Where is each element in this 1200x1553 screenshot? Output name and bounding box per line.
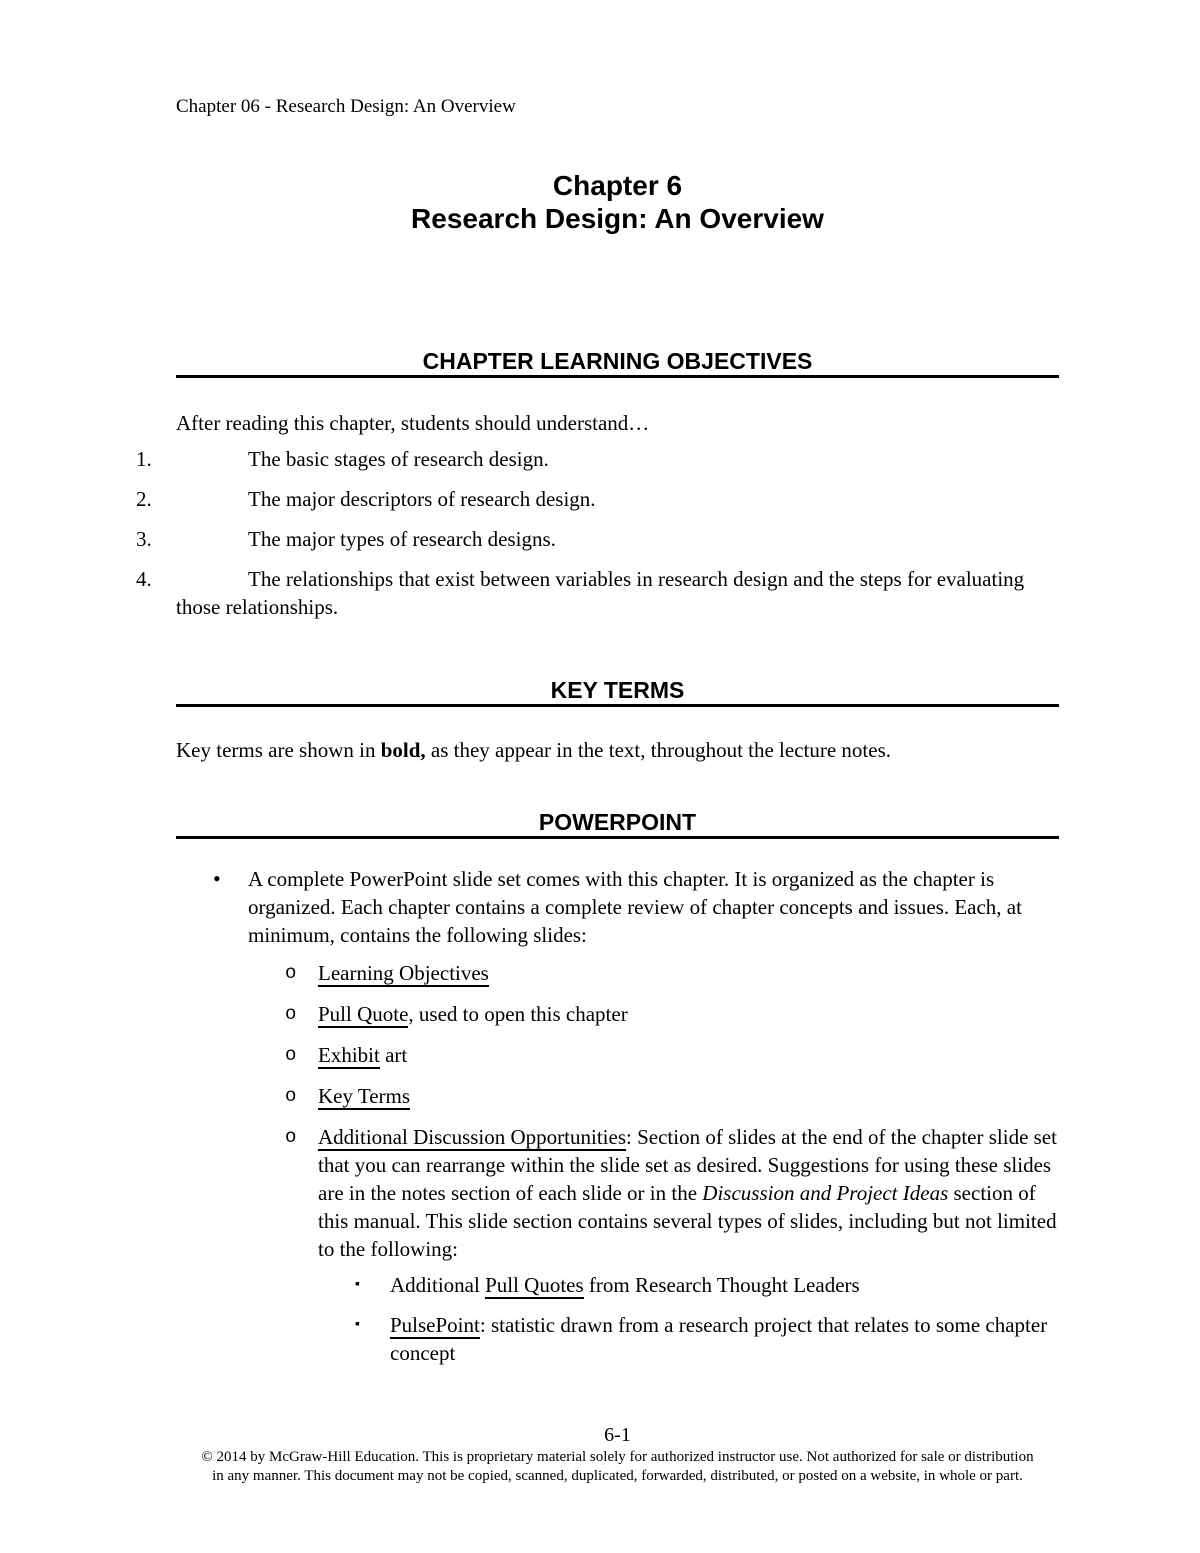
objective-item-4 — [136, 565, 1059, 621]
extra-slide-item-pull-quotes — [176, 1271, 1059, 1299]
extra-slide-item-pulsepoint — [176, 1311, 1059, 1367]
page-footer — [176, 1424, 1059, 1486]
bullet-icon: • — [213, 866, 221, 891]
powerpoint-main-bullet-text: A complete PowerPoint slide set comes with this chapter. It is organized as the chapter is organized. Each chapter contains a complete review of chapter concepts and issues. Each, at minimum, contains the following slides: — [248, 867, 1022, 947]
slide-item-underlined: Exhibit — [318, 1043, 380, 1067]
objective-number: 4. — [136, 567, 152, 591]
objective-number: 3. — [136, 527, 152, 551]
slide-item-text: section of this manual. This slide section contains several types of slides, including but not limited to the following: — [318, 1181, 1057, 1261]
section-heading-learning-objectives: CHAPTER LEARNING OBJECTIVES — [176, 348, 1059, 378]
chapter-title — [176, 169, 1059, 235]
powerpoint-main-bullet — [176, 865, 1059, 949]
copyright-notice — [176, 1448, 1059, 1486]
circle-bullet-icon: o — [285, 1085, 297, 1107]
section-heading-key-terms: KEY TERMS — [176, 677, 1059, 707]
slide-item-rest: , used to open this chapter — [408, 1002, 628, 1026]
section-heading-powerpoint: POWERPOINT — [176, 809, 1059, 839]
square-bullet-icon: ▪ — [355, 1317, 360, 1332]
objectives-list — [136, 445, 1059, 621]
extra-slide-underlined: Pull Quotes — [485, 1273, 584, 1297]
circle-bullet-icon: o — [285, 1044, 297, 1066]
page-number: 6-1 — [604, 1424, 631, 1446]
slide-item-text: : Section of slides at the end of the chapter slide set that you can rearrange within the slide set as desired. Suggestions for using these slides are in the notes section of each slide or in the — [318, 1125, 1057, 1205]
key-terms-text-pre: Key terms are shown in — [176, 738, 381, 762]
extra-slide-pre: Additional — [390, 1273, 486, 1297]
objective-text: The relationships that exist between variables in research design and the steps for evaluating those relationships. — [176, 567, 1025, 619]
square-bullet-icon: ▪ — [355, 1277, 360, 1292]
slide-item-underlined: Pull Quote — [318, 1002, 409, 1026]
slide-item-key-terms — [176, 1082, 1059, 1110]
objective-item-1 — [136, 445, 1059, 473]
extra-slide-underlined: PulsePoint — [390, 1313, 480, 1337]
slide-item-rest: art — [379, 1043, 408, 1067]
slide-item-underlined: Key Terms — [318, 1084, 411, 1108]
circle-bullet-icon: o — [285, 1003, 297, 1025]
running-header: Chapter 06 - Research Design: An Overview — [176, 96, 516, 117]
copyright-line-2: in any manner. This document may not be copied, scanned, duplicated, forwarded, distributed, or posted on a website, in whole or part. — [212, 1468, 1023, 1484]
objective-text: The major types of research designs. — [248, 527, 556, 551]
objective-text: The basic stages of research design. — [248, 447, 549, 471]
slide-item-additional-discussion — [176, 1123, 1059, 1263]
slide-item-learning-objectives — [176, 959, 1059, 987]
circle-bullet-icon: o — [285, 1126, 297, 1148]
objective-item-3 — [136, 525, 1059, 553]
objective-item-2 — [136, 485, 1059, 513]
slide-item-underlined: Learning Objectives — [318, 961, 489, 985]
circle-bullet-icon: o — [285, 962, 297, 984]
extra-slide-post: from Research Thought Leaders — [583, 1273, 860, 1297]
extra-slide-post: : statistic drawn from a research project that relates to some chapter concept — [390, 1313, 1048, 1365]
key-terms-paragraph — [176, 736, 1059, 764]
key-terms-bold-word: bold, — [380, 738, 426, 762]
key-terms-text-post: as they appear in the text, throughout the lecture notes. — [425, 738, 892, 762]
copyright-line-1: © 2014 by McGraw-Hill Education. This is proprietary material solely for authorized instructor use. Not authorized for sale or distribution — [201, 1449, 1034, 1465]
objective-number: 2. — [136, 487, 152, 511]
chapter-title-line2: Research Design: An Overview — [411, 203, 824, 234]
objectives-intro: After reading this chapter, students should understand… — [176, 411, 650, 435]
objective-number: 1. — [136, 447, 152, 471]
slide-item-pull-quote — [176, 1000, 1059, 1028]
slide-item-underlined: Additional Discussion Opportunities — [318, 1125, 626, 1149]
chapter-title-line1: Chapter 6 — [552, 170, 683, 201]
slide-item-italic: Discussion and Project Ideas — [702, 1181, 949, 1205]
slide-item-exhibit — [176, 1041, 1059, 1069]
objective-text: The major descriptors of research design. — [248, 487, 596, 511]
